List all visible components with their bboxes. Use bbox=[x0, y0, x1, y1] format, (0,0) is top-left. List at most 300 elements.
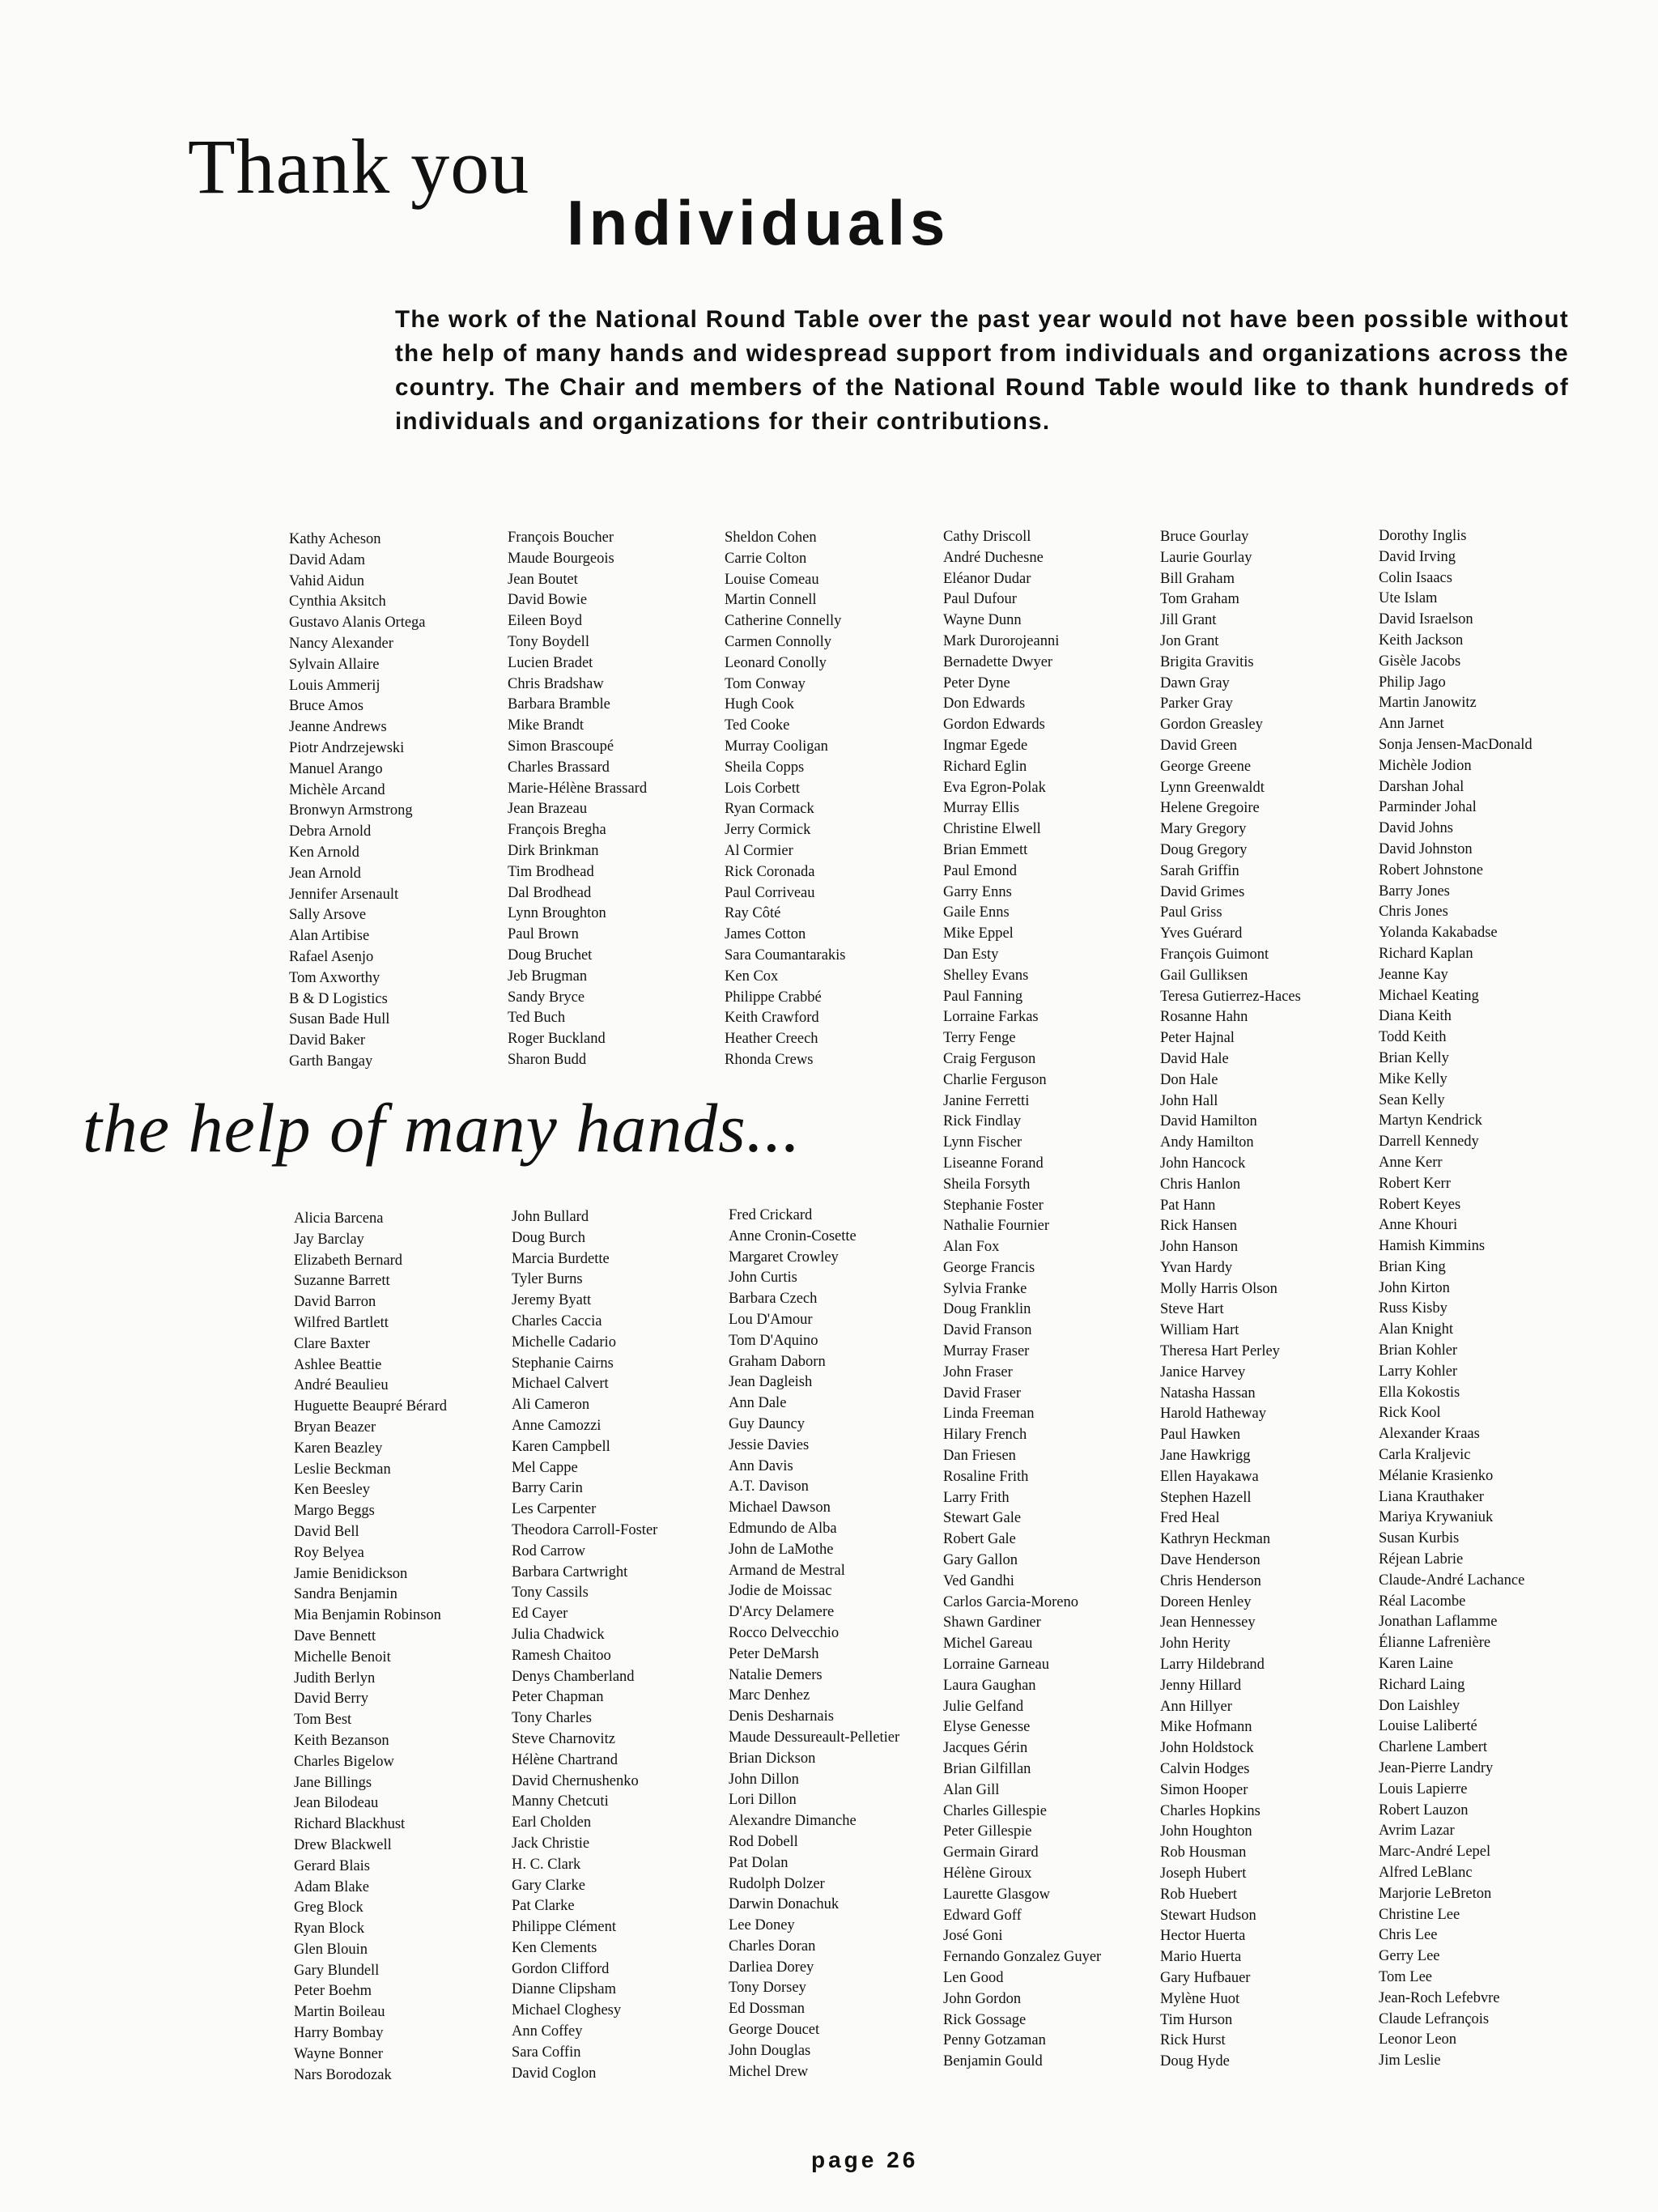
name-entry: John Houghton bbox=[1160, 1823, 1252, 1840]
name-column-right-3 bbox=[1379, 526, 1533, 2072]
name-entry: Suzanne Barrett bbox=[294, 1273, 390, 1290]
name-entry: David Bowie bbox=[508, 592, 588, 609]
name-entry: Gisèle Jacobs bbox=[1379, 653, 1461, 670]
name-entry: Leonard Conolly bbox=[725, 654, 827, 671]
name-entry: Todd Keith bbox=[1379, 1029, 1447, 1046]
name-entry: Susan Bade Hull bbox=[289, 1011, 390, 1028]
name-entry: Sonja Jensen-MacDonald bbox=[1379, 736, 1533, 753]
name-entry: Chris Lee bbox=[1379, 1927, 1438, 1944]
name-entry: Paul Corriveau bbox=[725, 884, 815, 901]
name-entry: Brian Dickson bbox=[729, 1750, 816, 1767]
name-entry: Peter Boehm bbox=[294, 1983, 372, 2000]
name-entry: Russ Kisby bbox=[1379, 1300, 1448, 1317]
name-entry: Michael Dawson bbox=[729, 1499, 831, 1516]
name-entry: Shawn Gardiner bbox=[943, 1614, 1041, 1631]
name-entry: Larry Kohler bbox=[1379, 1363, 1458, 1380]
name-entry: Edward Goff bbox=[943, 1907, 1022, 1924]
name-entry: Denys Chamberland bbox=[512, 1668, 635, 1685]
name-entry: Eva Egron-Polak bbox=[943, 779, 1046, 796]
name-entry: Dave Henderson bbox=[1160, 1552, 1261, 1569]
name-entry: Molly Harris Olson bbox=[1160, 1280, 1278, 1297]
name-entry: Gary Hufbauer bbox=[1160, 1969, 1251, 1986]
name-entry: Julie Gelfand bbox=[943, 1698, 1024, 1715]
name-entry: Murray Cooligan bbox=[725, 738, 828, 755]
name-entry: Hélène Giroux bbox=[943, 1865, 1032, 1882]
name-entry: Larry Frith bbox=[943, 1489, 1010, 1506]
name-entry: Nars Borodozak bbox=[294, 2066, 392, 2083]
name-entry: Glen Blouin bbox=[294, 1941, 368, 1958]
name-entry: Judith Berlyn bbox=[294, 1670, 376, 1687]
name-entry: Fred Heal bbox=[1160, 1510, 1220, 1527]
name-entry: Ann Coffey bbox=[512, 2023, 583, 2040]
name-entry: Louise Laliberté bbox=[1379, 1718, 1477, 1735]
name-entry: Les Carpenter bbox=[512, 1501, 597, 1518]
name-entry: Lois Corbett bbox=[725, 780, 801, 797]
name-entry: Réjean Labrie bbox=[1379, 1551, 1464, 1568]
name-entry: Mike Brandt bbox=[508, 717, 585, 734]
name-entry: Philip Jago bbox=[1379, 674, 1446, 691]
name-entry: Lori Dillon bbox=[729, 1792, 797, 1809]
name-entry: Barry Carin bbox=[512, 1480, 583, 1497]
name-entry: Élianne Lafrenière bbox=[1379, 1635, 1491, 1652]
name-entry: Sylvia Franke bbox=[943, 1280, 1027, 1297]
name-entry: David Chernushenko bbox=[512, 1772, 639, 1789]
name-entry: Garry Enns bbox=[943, 883, 1012, 900]
name-entry: Réal Lacombe bbox=[1379, 1593, 1466, 1610]
name-entry: Marie-Hélène Brassard bbox=[508, 780, 648, 797]
name-entry: Jennifer Arsenault bbox=[289, 886, 399, 903]
name-entry: Carmen Connolly bbox=[725, 633, 832, 650]
name-entry: Rick Kool bbox=[1379, 1405, 1441, 1422]
name-entry: Doug Gregory bbox=[1160, 841, 1248, 858]
name-entry: Ken Beesley bbox=[294, 1482, 371, 1499]
name-entry: John Kirton bbox=[1379, 1279, 1450, 1296]
name-entry: Richard Blackhust bbox=[294, 1816, 406, 1833]
name-entry: Jean Hennessey bbox=[1160, 1614, 1256, 1631]
name-entry: Vahid Aidun bbox=[289, 572, 365, 589]
name-entry: Robert Lauzon bbox=[1379, 1802, 1469, 1819]
name-entry: David Barron bbox=[294, 1294, 376, 1311]
name-column-lower-3 bbox=[729, 1206, 899, 2082]
name-entry: Chris Hanlon bbox=[1160, 1176, 1241, 1193]
name-entry: Sean Kelly bbox=[1379, 1091, 1445, 1108]
name-entry: Karen Beazley bbox=[294, 1440, 383, 1457]
name-entry: Paul Brown bbox=[508, 926, 579, 943]
name-entry: Hamish Kimmins bbox=[1379, 1238, 1486, 1255]
name-entry: Sheila Copps bbox=[725, 759, 805, 776]
name-entry: Sharon Budd bbox=[508, 1051, 587, 1068]
name-entry: Don Laishley bbox=[1379, 1697, 1460, 1714]
name-entry: Ted Cooke bbox=[725, 717, 790, 734]
name-entry: Mélanie Krasienko bbox=[1379, 1467, 1494, 1484]
name-entry: Sandy Bryce bbox=[508, 989, 585, 1006]
name-entry: Dave Bennett bbox=[294, 1627, 376, 1644]
name-entry: David Grimes bbox=[1160, 883, 1245, 900]
page-number: page 26 bbox=[811, 2147, 919, 2172]
name-entry: Kathy Acheson bbox=[289, 531, 381, 547]
name-entry: Debra Arnold bbox=[289, 823, 372, 840]
name-entry: Jane Billings bbox=[294, 1774, 372, 1791]
name-entry: Graham Daborn bbox=[729, 1353, 826, 1370]
name-entry: Carrie Colton bbox=[725, 550, 807, 567]
name-entry: John Holdstock bbox=[1160, 1740, 1254, 1757]
name-entry: Louis Ammerij bbox=[289, 677, 380, 694]
name-entry: Michael Keating bbox=[1379, 987, 1479, 1004]
name-entry: Jenny Hillard bbox=[1160, 1677, 1242, 1694]
name-entry: Gordon Greasley bbox=[1160, 717, 1263, 734]
name-entry: Chris Jones bbox=[1379, 904, 1448, 921]
name-entry: William Hart bbox=[1160, 1322, 1239, 1339]
name-entry: Richard Kaplan bbox=[1379, 945, 1473, 962]
name-entry: Gaile Enns bbox=[943, 904, 1010, 921]
name-entry: Tom Graham bbox=[1160, 591, 1239, 608]
name-entry: Murray Fraser bbox=[943, 1343, 1030, 1360]
name-entry: Jeremy Byatt bbox=[512, 1292, 592, 1309]
name-entry: Karen Laine bbox=[1379, 1656, 1453, 1673]
name-entry: Jerry Cormick bbox=[725, 822, 811, 839]
name-entry: Margaret Crowley bbox=[729, 1249, 839, 1266]
name-entry: Marjorie LeBreton bbox=[1379, 1885, 1492, 1902]
name-entry: Gerry Lee bbox=[1379, 1948, 1440, 1965]
name-entry: David Coglon bbox=[512, 2065, 597, 2082]
name-entry: Leonor Leon bbox=[1379, 2031, 1457, 2048]
name-entry: Rosaline Frith bbox=[943, 1468, 1029, 1485]
name-entry: Stewart Gale bbox=[943, 1510, 1022, 1527]
name-column-lower-2 bbox=[512, 1207, 657, 2084]
name-entry: Rafael Asenjo bbox=[289, 948, 374, 965]
name-entry: Gary Gallon bbox=[943, 1552, 1018, 1569]
name-entry: Charlie Ferguson bbox=[943, 1071, 1047, 1088]
name-entry: Piotr Andrzejewski bbox=[289, 739, 405, 756]
name-entry: Adam Blake bbox=[294, 1878, 369, 1895]
name-entry: Ray Côté bbox=[725, 905, 781, 922]
name-entry: Benjamin Gould bbox=[943, 2053, 1043, 2070]
name-entry: Avrim Lazar bbox=[1379, 1823, 1455, 1840]
name-entry: Guy Dauncy bbox=[729, 1415, 806, 1432]
name-entry: Rick Findlay bbox=[943, 1113, 1022, 1130]
name-entry: Barbara Bramble bbox=[508, 696, 610, 713]
name-entry: Simon Brascoupé bbox=[508, 738, 614, 755]
name-entry: Claude Lefrançois bbox=[1379, 2010, 1490, 2027]
name-entry: Alicia Barcena bbox=[294, 1210, 384, 1227]
name-entry: Sandra Benjamin bbox=[294, 1586, 397, 1603]
name-entry: Lucien Bradet bbox=[508, 654, 593, 671]
name-entry: Sara Coumantarakis bbox=[725, 946, 846, 963]
name-entry: Gary Blundell bbox=[294, 1962, 380, 1979]
name-entry: Tom Lee bbox=[1379, 1968, 1432, 1985]
name-entry: Paul Hawken bbox=[1160, 1427, 1241, 1444]
name-entry: Margo Beggs bbox=[294, 1503, 375, 1520]
name-entry: Mary Gregory bbox=[1160, 821, 1247, 838]
name-entry: Hélène Chartrand bbox=[512, 1751, 618, 1768]
name-entry: Sheldon Cohen bbox=[725, 530, 817, 546]
name-entry: Julia Chadwick bbox=[512, 1626, 605, 1643]
name-entry: Robert Kerr bbox=[1379, 1175, 1451, 1192]
name-entry: Darrell Kennedy bbox=[1379, 1134, 1479, 1151]
name-entry: David Adam bbox=[289, 551, 366, 568]
name-entry: Robert Johnstone bbox=[1379, 861, 1483, 878]
name-entry: Don Edwards bbox=[943, 696, 1026, 713]
name-entry: Jean Brazeau bbox=[508, 801, 588, 818]
name-entry: Stewart Hudson bbox=[1160, 1907, 1256, 1924]
name-column-upper-1 bbox=[289, 530, 426, 1073]
name-entry: Gail Gulliksen bbox=[1160, 967, 1248, 984]
name-entry: Harry Bombay bbox=[294, 2025, 384, 2042]
name-entry: Lynn Fischer bbox=[943, 1134, 1022, 1151]
name-entry: Leslie Beckman bbox=[294, 1461, 391, 1478]
name-entry: Marc-André Lepel bbox=[1379, 1844, 1491, 1861]
name-entry: Tom D'Aquino bbox=[729, 1332, 818, 1349]
name-entry: Gordon Edwards bbox=[943, 717, 1045, 734]
name-entry: Manuel Arango bbox=[289, 760, 383, 777]
name-entry: Charles Hopkins bbox=[1160, 1802, 1261, 1819]
name-entry: Janice Harvey bbox=[1160, 1363, 1246, 1380]
name-entry: Martin Connell bbox=[725, 592, 817, 609]
name-column-upper-2 bbox=[508, 528, 647, 1071]
name-entry: Tyler Burns bbox=[512, 1271, 583, 1288]
name-entry: Hilary French bbox=[943, 1427, 1027, 1444]
name-entry: Peter Chapman bbox=[512, 1689, 604, 1706]
name-column-upper-3 bbox=[725, 528, 846, 1071]
name-entry: Parminder Johal bbox=[1379, 799, 1477, 816]
name-entry: Richard Laing bbox=[1379, 1676, 1465, 1693]
name-entry: Roger Buckland bbox=[508, 1031, 606, 1048]
name-entry: John Hancock bbox=[1160, 1155, 1246, 1172]
name-entry: Stephanie Foster bbox=[943, 1197, 1044, 1214]
name-column-right-2 bbox=[1160, 527, 1301, 2073]
name-entry: Bronwyn Armstrong bbox=[289, 802, 413, 819]
name-entry: Ed Cayer bbox=[512, 1606, 568, 1623]
name-entry: Liana Krauthaker bbox=[1379, 1488, 1484, 1505]
name-entry: Wayne Dunn bbox=[943, 612, 1022, 629]
name-entry: Theodora Carroll-Foster bbox=[512, 1521, 658, 1538]
name-entry: Garth Bangay bbox=[289, 1053, 373, 1070]
name-entry: Lorraine Garneau bbox=[943, 1657, 1049, 1674]
name-entry: François Bregha bbox=[508, 822, 606, 839]
name-entry: Pat Hann bbox=[1160, 1197, 1216, 1214]
name-entry: Janine Ferretti bbox=[943, 1092, 1030, 1109]
name-entry: Jean-Roch Lefebvre bbox=[1379, 1989, 1500, 2006]
name-entry: Rob Huebert bbox=[1160, 1886, 1238, 1903]
name-entry: Theresa Hart Perley bbox=[1160, 1343, 1280, 1360]
name-entry: Ann Jarnet bbox=[1379, 716, 1444, 733]
name-entry: Michel Drew bbox=[729, 2063, 809, 2080]
name-entry: Louise Comeau bbox=[725, 571, 819, 588]
name-entry: Ken Clements bbox=[512, 1939, 597, 1956]
name-entry: André Beaulieu bbox=[294, 1377, 389, 1394]
name-entry: Bill Graham bbox=[1160, 570, 1235, 587]
name-entry: Michael Cloghesy bbox=[512, 2002, 622, 2019]
name-entry: Brian King bbox=[1379, 1258, 1446, 1275]
name-entry: Jonathan Laflamme bbox=[1379, 1614, 1498, 1631]
name-entry: Peter Hajnal bbox=[1160, 1030, 1235, 1047]
name-entry: Penny Gotzaman bbox=[943, 2032, 1046, 2049]
name-entry: Gerard Blais bbox=[294, 1857, 371, 1874]
name-entry: Robert Gale bbox=[943, 1531, 1016, 1548]
name-entry: David Baker bbox=[289, 1032, 366, 1049]
name-entry: George Francis bbox=[943, 1259, 1035, 1276]
name-entry: Jill Grant bbox=[1160, 612, 1217, 629]
name-entry: Gustavo Alanis Ortega bbox=[289, 615, 426, 632]
name-entry: Anne Camozzi bbox=[512, 1417, 602, 1434]
name-entry: Anne Cronin-Cosette bbox=[729, 1227, 857, 1244]
name-entry: Michael Calvert bbox=[512, 1376, 609, 1393]
name-entry: Brigita Gravitis bbox=[1160, 653, 1254, 670]
name-entry: George Doucet bbox=[729, 2022, 820, 2039]
name-entry: Nancy Alexander bbox=[289, 635, 393, 652]
name-entry: Chris Henderson bbox=[1160, 1572, 1261, 1589]
name-entry: Ella Kokostis bbox=[1379, 1384, 1460, 1401]
name-entry: Tony Charles bbox=[512, 1710, 592, 1727]
name-entry: Jay Barclay bbox=[294, 1231, 364, 1248]
name-entry: Paul Emond bbox=[943, 862, 1017, 879]
name-entry: Mariya Krywaniuk bbox=[1379, 1509, 1494, 1526]
name-entry: David Bell bbox=[294, 1523, 359, 1540]
name-entry: Lorraine Farkas bbox=[943, 1009, 1039, 1026]
name-entry: Fred Crickard bbox=[729, 1207, 813, 1223]
name-entry: Laurie Gourlay bbox=[1160, 549, 1252, 566]
name-entry: Michèle Jodion bbox=[1379, 757, 1472, 774]
name-entry: Elyse Genesse bbox=[943, 1719, 1031, 1736]
name-entry: B & D Logistics bbox=[289, 990, 388, 1007]
name-entry: Darliea Dorey bbox=[729, 1959, 814, 1976]
name-entry: Jacques Gérin bbox=[943, 1740, 1028, 1757]
name-entry: Dorothy Inglis bbox=[1379, 528, 1467, 544]
name-entry: Darshan Johal bbox=[1379, 778, 1465, 795]
name-entry: Bruce Gourlay bbox=[1160, 529, 1249, 545]
name-entry: John Curtis bbox=[729, 1270, 797, 1287]
name-entry: Denis Desharnais bbox=[729, 1708, 834, 1725]
name-entry: Tony Dorsey bbox=[729, 1980, 806, 1997]
name-entry: Diana Keith bbox=[1379, 1008, 1452, 1025]
name-entry: Rhonda Crews bbox=[725, 1051, 814, 1068]
name-entry: André Duchesne bbox=[943, 549, 1044, 566]
name-entry: Laura Gaughan bbox=[943, 1677, 1036, 1694]
name-entry: John de LaMothe bbox=[729, 1541, 834, 1558]
name-entry: John Dillon bbox=[729, 1771, 799, 1788]
name-entry: Jessie Davies bbox=[729, 1436, 810, 1453]
name-entry: Ingmar Egede bbox=[943, 737, 1028, 754]
name-entry: Charlene Lambert bbox=[1379, 1739, 1488, 1756]
name-entry: Rick Hansen bbox=[1160, 1218, 1238, 1235]
name-entry: John Hall bbox=[1160, 1092, 1218, 1109]
name-entry: David Hale bbox=[1160, 1050, 1229, 1067]
name-entry: Ted Buch bbox=[508, 1010, 566, 1027]
name-entry: Tom Best bbox=[294, 1712, 352, 1729]
name-entry: Philippe Crabbé bbox=[725, 989, 822, 1006]
name-entry: Alan Fox bbox=[943, 1239, 1000, 1256]
name-entry: Paul Dufour bbox=[943, 591, 1017, 608]
name-entry: Fernando Gonzalez Guyer bbox=[943, 1949, 1102, 1966]
name-entry: Armand de Mestral bbox=[729, 1562, 845, 1579]
name-entry: Natalie Demers bbox=[729, 1666, 823, 1683]
name-entry: Rudolph Dolzer bbox=[729, 1875, 825, 1892]
name-entry: Kathryn Heckman bbox=[1160, 1531, 1271, 1548]
name-entry: Earl Cholden bbox=[512, 1814, 592, 1831]
name-entry: David Johns bbox=[1379, 820, 1453, 837]
name-entry: Len Good bbox=[943, 1969, 1004, 1986]
name-entry: Cynthia Aksitch bbox=[289, 593, 386, 610]
name-entry: Ed Dossman bbox=[729, 2001, 806, 2018]
name-entry: Greg Block bbox=[294, 1899, 363, 1916]
name-entry: Tom Axworthy bbox=[289, 969, 380, 986]
name-entry: Eileen Boyd bbox=[508, 613, 582, 630]
name-entry: D'Arcy Delamere bbox=[729, 1604, 835, 1621]
name-entry: Charles Brassard bbox=[508, 759, 610, 776]
name-entry: Mike Eppel bbox=[943, 925, 1014, 942]
name-entry: Eléanor Dudar bbox=[943, 570, 1031, 587]
name-entry: Jean-Pierre Landry bbox=[1379, 1760, 1494, 1777]
name-entry: David Israelson bbox=[1379, 611, 1473, 628]
name-entry: Rosanne Hahn bbox=[1160, 1009, 1248, 1026]
name-entry: Roy Belyea bbox=[294, 1544, 364, 1561]
name-entry: Tom Conway bbox=[725, 675, 806, 692]
name-entry: Mel Cappe bbox=[512, 1459, 578, 1476]
name-entry: Parker Gray bbox=[1160, 696, 1233, 713]
name-entry: Ryan Block bbox=[294, 1921, 365, 1938]
name-entry: Simon Hooper bbox=[1160, 1781, 1248, 1798]
name-entry: Shelley Evans bbox=[943, 967, 1029, 984]
name-entry: Charles Doran bbox=[729, 1938, 816, 1955]
name-entry: Al Cormier bbox=[725, 842, 793, 859]
name-entry: Joseph Hubert bbox=[1160, 1865, 1247, 1882]
name-entry: Brian Kelly bbox=[1379, 1049, 1449, 1066]
name-entry: Tony Boydell bbox=[508, 633, 589, 650]
name-entry: Mark Durorojeanni bbox=[943, 632, 1060, 649]
name-entry: Marc Denhez bbox=[729, 1687, 810, 1704]
name-entry: Brian Emmett bbox=[943, 841, 1028, 858]
name-entry: Rick Gossage bbox=[943, 2011, 1027, 2028]
name-entry: Paul Fanning bbox=[943, 988, 1023, 1005]
name-entry: Jeb Brugman bbox=[508, 968, 588, 985]
name-entry: Mylène Huot bbox=[1160, 1990, 1240, 2007]
name-entry: Pat Dolan bbox=[729, 1854, 789, 1871]
name-entry: Sarah Griffin bbox=[1160, 862, 1239, 879]
name-entry: Pat Clarke bbox=[512, 1898, 575, 1915]
name-entry: Alexander Kraas bbox=[1379, 1426, 1480, 1443]
name-entry: Stephanie Cairns bbox=[512, 1355, 614, 1372]
name-entry: Jamie Benidickson bbox=[294, 1565, 408, 1582]
name-entry: David Berry bbox=[294, 1691, 368, 1708]
name-entry: John Douglas bbox=[729, 2042, 811, 2059]
name-entry: Drew Blackwell bbox=[294, 1836, 392, 1853]
name-entry: Paul Griss bbox=[1160, 904, 1222, 921]
name-entry: Dan Friesen bbox=[943, 1448, 1016, 1465]
name-entry: Doug Franklin bbox=[943, 1301, 1031, 1318]
name-entry: John Gordon bbox=[943, 1990, 1022, 2007]
name-entry: Mia Benjamin Robinson bbox=[294, 1607, 441, 1624]
name-entry: Jon Grant bbox=[1160, 632, 1219, 649]
name-entry: Yves Guérard bbox=[1160, 925, 1243, 942]
name-entry: Keith Bezanson bbox=[294, 1732, 389, 1749]
name-entry: Charles Caccia bbox=[512, 1312, 602, 1329]
name-entry: Rod Dobell bbox=[729, 1833, 798, 1850]
name-entry: Doug Hyde bbox=[1160, 2053, 1230, 2070]
name-entry: Keith Jackson bbox=[1379, 632, 1464, 649]
name-entry: Colin Isaacs bbox=[1379, 569, 1452, 586]
name-entry: Rob Housman bbox=[1160, 1844, 1247, 1861]
name-entry: Jodie de Moissac bbox=[729, 1583, 832, 1600]
name-entry: Helene Gregoire bbox=[1160, 800, 1260, 817]
name-entry: Linda Freeman bbox=[943, 1406, 1035, 1423]
name-entry: Craig Ferguson bbox=[943, 1050, 1036, 1067]
name-entry: José Goni bbox=[943, 1928, 1003, 1945]
name-column-right-1 bbox=[943, 527, 1101, 2073]
name-entry: Nathalie Fournier bbox=[943, 1218, 1049, 1235]
name-entry: John Hanson bbox=[1160, 1239, 1239, 1256]
name-entry: Brian Kohler bbox=[1379, 1342, 1458, 1359]
name-entry: Ann Hillyer bbox=[1160, 1698, 1232, 1715]
